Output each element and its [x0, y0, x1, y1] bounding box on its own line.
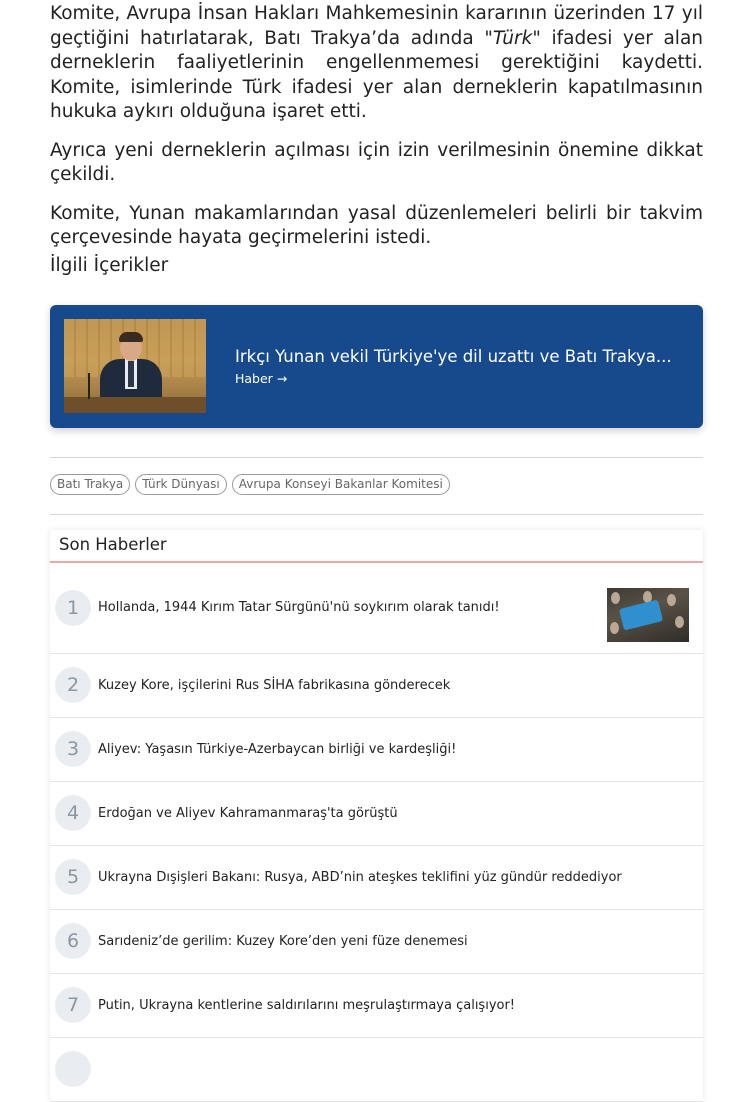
- page-content: [50, 2, 703, 1102]
- related-content-heading: İlgili İçerikler: [50, 254, 169, 276]
- news-rank-number: 5: [55, 859, 91, 895]
- article-paragraph-3: Komite, Yunan makamlarından yasal düzenlemeleri belirli bir takvim çerçevesinde hayata geçirmelerini istedi.: [50, 202, 703, 248]
- news-list-item[interactable]: [50, 846, 703, 910]
- tags-divider-top: [50, 457, 703, 458]
- news-list-item[interactable]: [50, 1038, 703, 1102]
- thumbnail-person: [675, 616, 684, 628]
- thumbnail-person: [610, 622, 619, 634]
- quoted-term: "Türk": [484, 27, 541, 49]
- related-article-headline[interactable]: Irkçı Yunan vekil Türkiye'ye dil uzattı ve Batı Trakya...: [235, 347, 672, 366]
- latest-news-heading: Son Haberler: [50, 530, 703, 563]
- related-article-card[interactable]: [50, 305, 703, 428]
- tag-list: [50, 474, 703, 495]
- latest-news-widget: [50, 530, 703, 1102]
- news-list-item[interactable]: [50, 718, 703, 782]
- news-rank-number: 1: [55, 590, 91, 626]
- news-item-title[interactable]: Putin, Ukrayna kentlerine saldırılarını meşrulaştırmaya çalışıyor!: [98, 997, 516, 1013]
- related-article-thumbnail[interactable]: [64, 319, 206, 413]
- thumbnail-podium: [64, 397, 206, 413]
- tags-divider-bottom: [50, 514, 703, 515]
- news-item-title[interactable]: Ukrayna Dışişleri Bakanı: Rusya, ABD’nin ateşkes teklifini yüz gündür reddediyor: [98, 869, 622, 885]
- news-rank-number: 6: [55, 923, 91, 959]
- article-paragraph-2: Ayrıca yeni derneklerin açılması için izin verilmesinin önemine dikkat çekildi.: [50, 139, 703, 185]
- thumbnail-person: [611, 592, 620, 604]
- news-rank-number: 2: [55, 667, 91, 703]
- thumbnail-figure-tie: [128, 361, 134, 387]
- news-item-thumbnail[interactable]: [607, 588, 689, 642]
- news-list-item[interactable]: [50, 910, 703, 974]
- article-body: [50, 2, 703, 251]
- news-item-title[interactable]: Aliyev: Yaşasın Türkiye-Azerbaycan birliği ve kardeşliği!: [98, 741, 457, 757]
- article-paragraph-1: [50, 2, 703, 125]
- news-rank-number: 7: [55, 987, 91, 1023]
- news-list-item[interactable]: [50, 782, 703, 846]
- thumbnail-flag: [619, 599, 663, 630]
- news-item-title[interactable]: Kuzey Kore, işçilerini Rus SİHA fabrikasına gönderecek: [98, 677, 451, 693]
- tag-turk-dunyasi[interactable]: Türk Dünyası: [135, 474, 226, 495]
- tag-avrupa-konseyi[interactable]: Avrupa Konseyi Bakanlar Komitesi: [232, 474, 450, 495]
- news-rank-number: [55, 1051, 91, 1087]
- thumbnail-microphone: [88, 373, 90, 399]
- thumbnail-figure-hair: [119, 332, 143, 342]
- news-item-title[interactable]: Hollanda, 1944 Kırım Tatar Sürgünü'nü soykırım olarak tanıdı!: [98, 600, 500, 615]
- paragraph-text: ifadesi yer alan derneklerin faaliyetlerinin engellenmemesi gerektiğini kaydetti. Komite, isimlerinde Türk ifadesi yer alan derneklerin kapatılmasının hukuka aykırı olduğuna işaret etti.: [50, 27, 704, 122]
- news-list-item[interactable]: [50, 563, 703, 654]
- news-rank-number: 4: [55, 795, 91, 831]
- tag-bati-trakya[interactable]: Batı Trakya: [50, 474, 130, 495]
- related-article-text: [235, 346, 672, 386]
- related-article-category-link[interactable]: Haber →: [235, 371, 288, 386]
- news-rank-number: 3: [55, 731, 91, 767]
- news-item-title[interactable]: Sarıdeniz’de gerilim: Kuzey Kore’den yeni füze denemesi: [98, 933, 468, 949]
- paragraph-text: Komite, Avrupa İnsan Hakları Mahkemesinin kararının üzerinden 17 yıl geçtiğini hatırlatarak, Batı Trakya’da adında: [50, 3, 703, 49]
- news-list-item[interactable]: [50, 974, 703, 1038]
- thumbnail-person: [667, 594, 676, 606]
- news-list-item[interactable]: [50, 654, 703, 718]
- news-item-title[interactable]: Erdoğan ve Aliyev Kahramanmaraş'ta görüştü: [98, 805, 398, 821]
